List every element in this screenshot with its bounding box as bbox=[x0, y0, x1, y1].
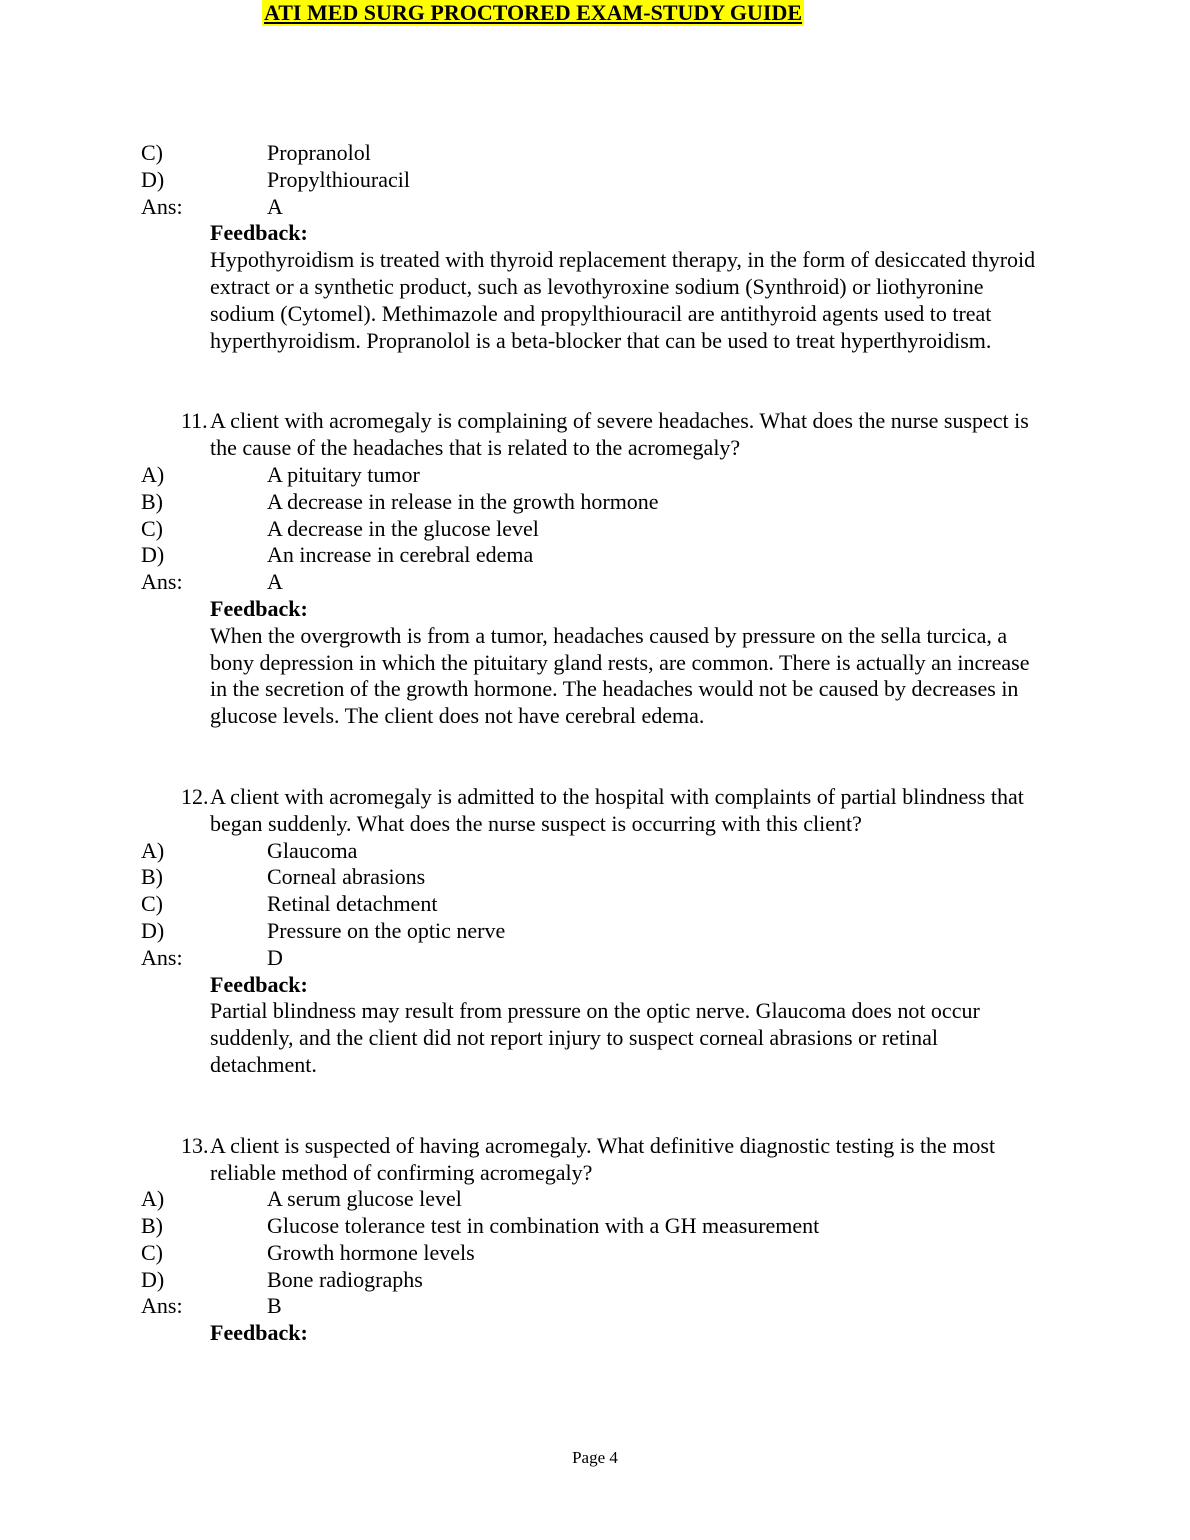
question-stem bbox=[181, 783, 1050, 838]
feedback-text: When the overgrowth is from a tumor, headaches caused by pressure on the sella turcica, a bony depression in which the pituitary gland rests, are common. There is actually an increase in the secretion of the growth hormone. The headaches would not be caused by decreases in glucose levels. The client does not have cerebral edema. bbox=[210, 622, 1030, 729]
option-row bbox=[141, 864, 1051, 891]
page-footer bbox=[0, 1448, 1190, 1468]
option-row bbox=[141, 1186, 1051, 1213]
option-text: Propylthiouracil bbox=[267, 166, 410, 192]
option-row bbox=[141, 891, 1051, 918]
question-text: A client with acromegaly is admitted to the hospital with complaints of partial blindness that began suddenly. What does the nurse suspect is occurring with this client? bbox=[210, 783, 1024, 836]
option-row bbox=[141, 516, 1051, 543]
spacer bbox=[141, 1079, 1051, 1133]
option-row bbox=[141, 462, 1051, 489]
option-row bbox=[141, 167, 1051, 194]
option-label: D) bbox=[141, 1266, 165, 1292]
option-text: A decrease in release in the growth hormone bbox=[267, 488, 659, 514]
option-row bbox=[141, 1240, 1051, 1267]
option-label: C) bbox=[141, 891, 163, 917]
option-row bbox=[141, 140, 1051, 167]
page-content bbox=[141, 140, 1051, 1347]
option-label: C) bbox=[141, 515, 163, 541]
spacer bbox=[141, 730, 1051, 784]
option-text: Bone radiographs bbox=[267, 1266, 423, 1292]
question-stem bbox=[181, 1132, 1050, 1187]
question-text: A client is suspected of having acromegaly. What definitive diagnostic testing is the most reliable method of confirming acromegaly? bbox=[210, 1132, 996, 1185]
option-text: Propranolol bbox=[267, 140, 371, 165]
page-header bbox=[0, 0, 1190, 26]
feedback-heading: Feedback: bbox=[210, 971, 308, 997]
option-text: Growth hormone levels bbox=[267, 1239, 475, 1265]
option-label: A) bbox=[141, 1186, 165, 1212]
option-row bbox=[141, 1213, 1051, 1240]
feedback-heading: Feedback: bbox=[210, 220, 308, 246]
feedback-text: Partial blindness may result from pressure on the optic nerve. Glaucoma does not occur suddenly, and the client did not report injury to suspect corneal abrasions or retinal detachment. bbox=[210, 998, 980, 1077]
option-row bbox=[141, 838, 1051, 865]
answer-value: A bbox=[267, 193, 283, 219]
page-number: Page 4 bbox=[572, 1448, 618, 1467]
option-text: A pituitary tumor bbox=[267, 461, 420, 487]
option-label: D) bbox=[141, 166, 165, 192]
answer-label: Ans: bbox=[141, 944, 183, 970]
option-label: A) bbox=[141, 837, 165, 863]
answer-row bbox=[141, 194, 1051, 221]
option-text: Corneal abrasions bbox=[267, 864, 426, 890]
option-text: An increase in cerebral edema bbox=[267, 542, 534, 568]
question-number: 12. bbox=[181, 783, 209, 809]
option-text: Pressure on the optic nerve bbox=[267, 917, 506, 943]
feedback-heading: Feedback: bbox=[210, 1320, 308, 1346]
question-stem bbox=[181, 408, 1050, 462]
feedback-text: Hypothyroidism is treated with thyroid replacement therapy, in the form of desiccated thyroid extract or a synthetic product, such as levothyroxine sodium (Synthroid) or liothyronine sodium (Cytomel). Methimazole and propylthiouracil are antithyroid agents used to treat hyperthyroidism. Propranolol is a beta-blocker that can be used to treat hyperthyroidism. bbox=[210, 247, 1036, 353]
option-row bbox=[141, 489, 1051, 516]
option-text: Glucose tolerance test in combination with a GH measurement bbox=[267, 1213, 820, 1239]
answer-value: D bbox=[267, 944, 283, 970]
option-row bbox=[141, 918, 1051, 945]
answer-row bbox=[141, 945, 1051, 972]
question-block-11 bbox=[141, 408, 1051, 730]
prev-question-block bbox=[141, 140, 1051, 354]
answer-label: Ans: bbox=[141, 569, 183, 595]
option-label: D) bbox=[141, 917, 165, 943]
option-label: C) bbox=[141, 140, 163, 165]
option-text: A decrease in the glucose level bbox=[267, 515, 539, 541]
spacer bbox=[141, 354, 1051, 408]
option-row bbox=[141, 1267, 1051, 1294]
question-number: 11. bbox=[181, 408, 208, 434]
document-title: ATI MED SURG PROCTORED EXAM-STUDY GUIDE bbox=[263, 0, 803, 25]
answer-label: Ans: bbox=[141, 1293, 183, 1319]
question-block-12 bbox=[141, 784, 1051, 1079]
feedback-heading: Feedback: bbox=[210, 595, 308, 621]
question-number: 13. bbox=[181, 1132, 209, 1158]
option-row bbox=[141, 542, 1051, 569]
answer-row bbox=[141, 1293, 1051, 1320]
answer-label: Ans: bbox=[141, 193, 183, 219]
option-label: D) bbox=[141, 542, 165, 568]
option-label: B) bbox=[141, 1213, 163, 1239]
option-text: Retinal detachment bbox=[267, 891, 438, 917]
answer-value: A bbox=[267, 569, 283, 595]
option-label: A) bbox=[141, 461, 165, 487]
option-text: A serum glucose level bbox=[267, 1186, 462, 1212]
answer-row bbox=[141, 569, 1051, 596]
question-text: A client with acromegaly is complaining of severe headaches. What does the nurse suspect is the cause of the headaches that is related to the acromegaly? bbox=[210, 408, 1029, 461]
option-label: B) bbox=[141, 488, 163, 514]
question-block-13 bbox=[141, 1133, 1051, 1347]
answer-value: B bbox=[267, 1293, 282, 1319]
option-label: B) bbox=[141, 864, 163, 890]
option-text: Glaucoma bbox=[267, 837, 358, 863]
option-label: C) bbox=[141, 1239, 163, 1265]
